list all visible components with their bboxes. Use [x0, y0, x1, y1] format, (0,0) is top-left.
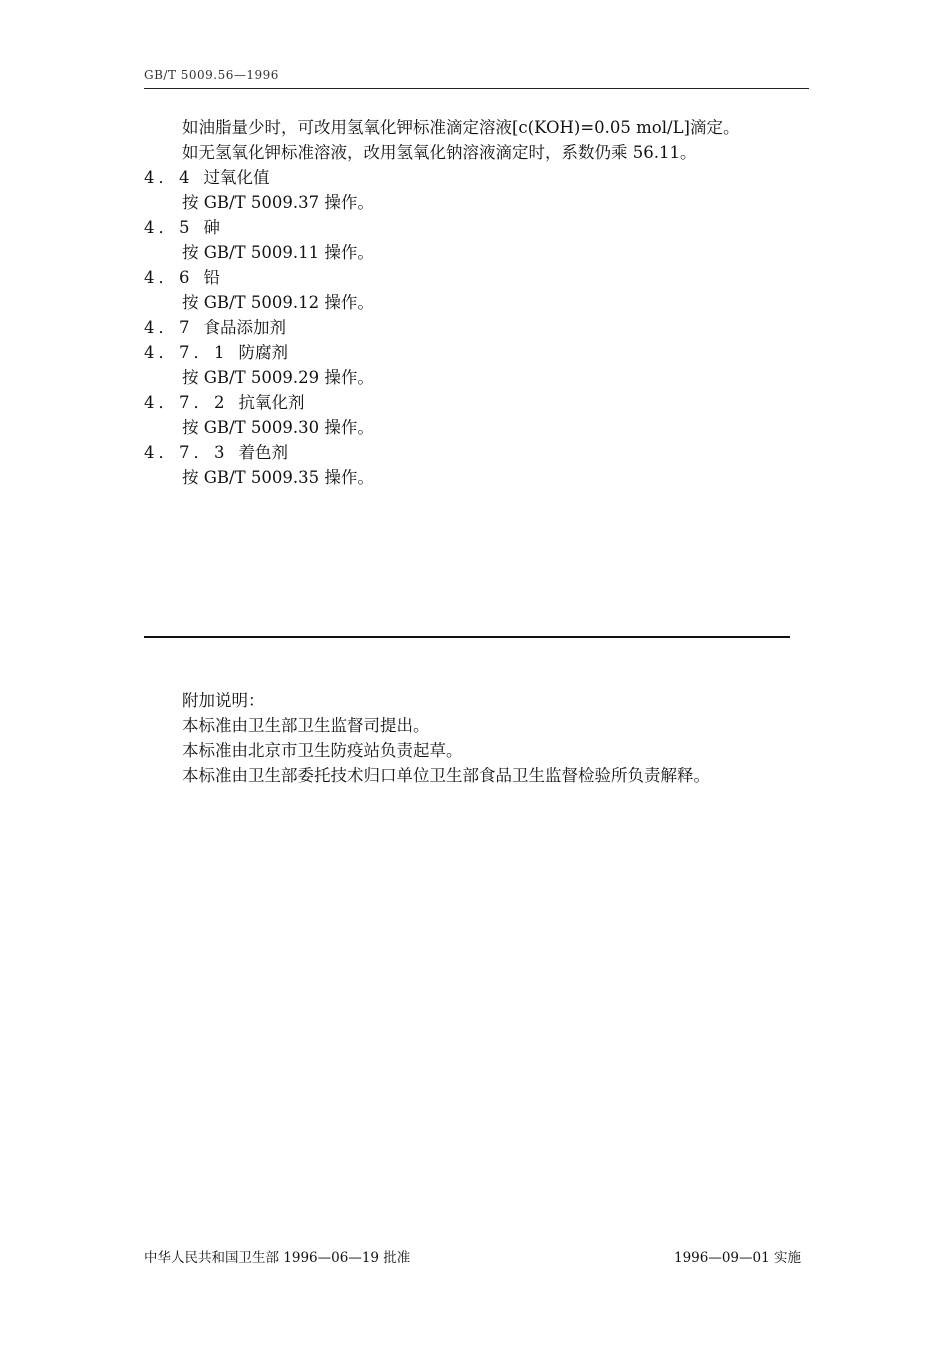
section-number: 4．4: [144, 168, 194, 187]
section-title: 砷: [203, 218, 220, 237]
section-title: 过氧化值: [203, 168, 270, 187]
section-number: 4．7: [144, 318, 194, 337]
notes-title: 附加说明：: [182, 691, 265, 710]
section-title: 抗氧化剂: [238, 393, 305, 412]
note-line: 本标准由卫生部委托技术归口单位卫生部食品卫生监督检验所负责解释。: [182, 766, 710, 785]
section-heading-4-5: [144, 215, 814, 240]
section-text-4-7-1: 按 GB/T 5009.29 操作。: [182, 368, 374, 387]
end-of-text-divider: [144, 636, 790, 638]
section-heading-4-7-1: [144, 340, 814, 365]
section-number: 4．7．1: [144, 343, 229, 362]
section-title: 铅: [203, 268, 220, 287]
section-text-4-7-2: 按 GB/T 5009.30 操作。: [182, 418, 374, 437]
section-heading-4-7-3: [144, 440, 814, 465]
section-number: 4．5: [144, 218, 194, 237]
section-title: 防腐剂: [238, 343, 288, 362]
section-heading-4-6: [144, 265, 814, 290]
section-title: 着色剂: [238, 443, 288, 462]
standard-code-header: GB/T 5009.56—1996: [144, 68, 279, 82]
section-text-4-7-3: 按 GB/T 5009.35 操作。: [182, 468, 374, 487]
section-heading-4-7: [144, 315, 814, 340]
section-title: 食品添加剂: [203, 318, 286, 337]
section-heading-4-7-2: [144, 390, 814, 415]
section-text-4-5: 按 GB/T 5009.11 操作。: [182, 243, 374, 262]
additional-notes: [182, 688, 710, 788]
paragraph-koh-titration: 如油脂量少时，可改用氢氧化钾标准滴定溶液[c(KOH)=0.05 mol/L]滴定。: [182, 118, 740, 137]
header-divider: [144, 88, 809, 89]
effective-date: 1996—09—01 实施: [673, 1250, 801, 1266]
note-line: 本标准由卫生部卫生监督司提出。: [182, 716, 430, 735]
approval-date: 中华人民共和国卫生部 1996—06—19 批准: [144, 1250, 411, 1266]
document-body: [144, 115, 814, 490]
section-text-4-4: 按 GB/T 5009.37 操作。: [182, 193, 374, 212]
section-heading-4-4: [144, 165, 814, 190]
section-number: 4．6: [144, 268, 194, 287]
paragraph-naoh-alternative: 如无氢氧化钾标准溶液，改用氢氧化钠溶液滴定时，系数仍乘 56.11。: [182, 143, 697, 162]
section-number: 4．7．2: [144, 393, 229, 412]
section-text-4-6: 按 GB/T 5009.12 操作。: [182, 293, 374, 312]
section-number: 4．7．3: [144, 443, 229, 462]
note-line: 本标准由北京市卫生防疫站负责起草。: [182, 741, 463, 760]
